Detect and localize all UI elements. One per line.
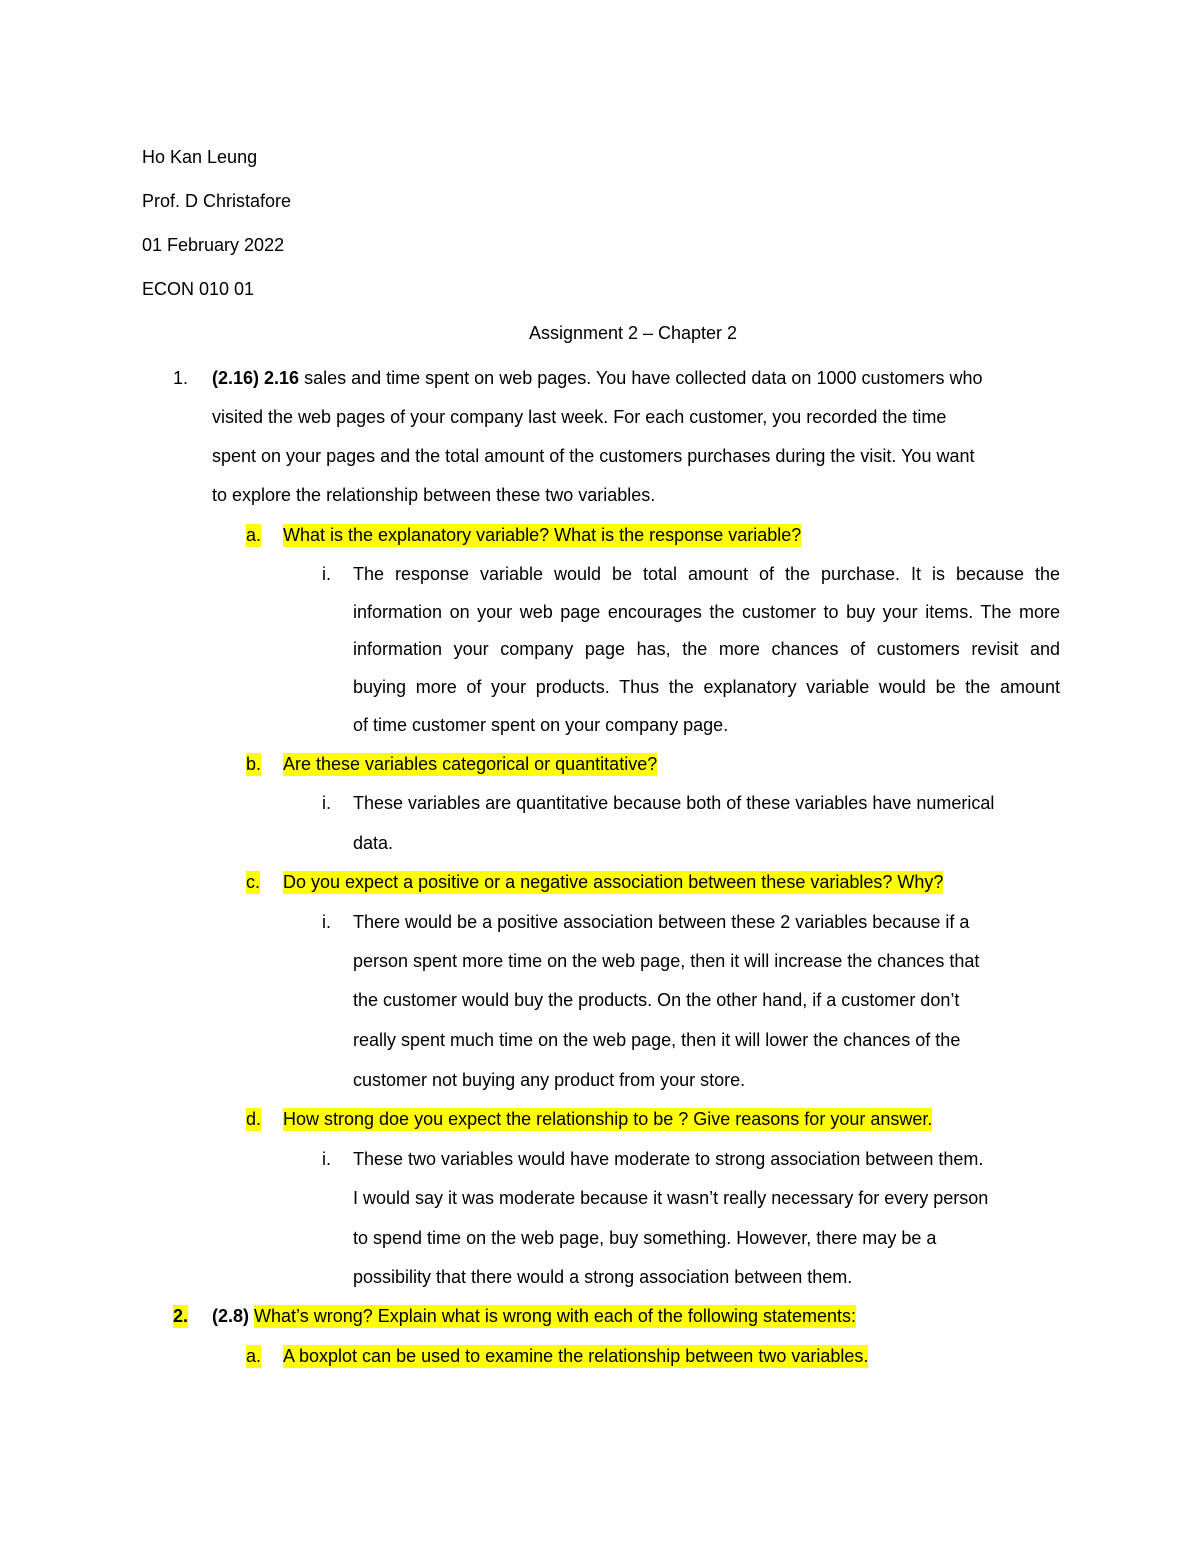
part-b-question: Are these variables categorical or quantitative? <box>283 754 658 774</box>
question-2-text: What’s wrong? Explain what is wrong with each of the following statements: <box>254 1306 857 1326</box>
part-a-letter: a. <box>246 525 262 545</box>
course-code: ECON 010 01 <box>142 279 255 299</box>
question-1-line-2: visited the web pages of your company last week. For each customer, you recorded the time <box>212 407 947 427</box>
question-1-line-1 <box>212 366 983 390</box>
part-c-question: Do you expect a positive or a negative association between these variables? Why? <box>283 872 944 892</box>
part-d-answer-line-2: I would say it was moderate because it wasn’t really necessary for every person <box>353 1188 989 1208</box>
question-1-prefix: (2.16) 2.16 <box>212 368 300 388</box>
question-2-prefix: (2.8) <box>212 1306 250 1326</box>
question-1-line-3: spent on your pages and the total amount of the customers purchases during the visit. You want <box>212 446 975 466</box>
part-a-answer-line-5: of time customer spent on your company page. <box>353 715 729 735</box>
student-name: Ho Kan Leung <box>142 147 258 167</box>
part-d-answer-line-4: possibility that there would a strong association between them. <box>353 1267 853 1287</box>
question-2-number: 2. <box>173 1306 189 1326</box>
part-c-answer-line-3: the customer would buy the products. On the other hand, if a customer don’t <box>353 990 960 1010</box>
part-c-letter: c. <box>246 872 261 892</box>
part-c-answer-line-2: person spent more time on the web page, then it will increase the chances that <box>353 951 980 971</box>
part-d-letter: d. <box>246 1109 262 1129</box>
part-c-answer-line-1: There would be a positive association between these 2 variables because if a <box>353 912 970 932</box>
question-2-part-a-question: A boxplot can be used to examine the relationship between two variables. <box>283 1346 869 1366</box>
question-1-number: 1. <box>173 368 189 388</box>
part-a-answer-line-2: information on your web page encourages the customer to buy your items. The more <box>353 602 1060 622</box>
part-a-answer-line-4: buying more of your products. Thus the explanatory variable would be the amount <box>353 677 1060 697</box>
question-2-line-1 <box>212 1304 856 1328</box>
part-a-answer-line-1: The response variable would be total amount of the purchase. It is because the <box>353 564 1060 584</box>
part-d-answer-line-1: These two variables would have moderate to strong association between them. <box>353 1149 984 1169</box>
part-b-answer-numeral: i. <box>322 793 331 813</box>
part-c-answer-line-5: customer not buying any product from your store. <box>353 1070 746 1090</box>
part-b-answer-line-2: data. <box>353 833 394 853</box>
question-2-part-a-letter: a. <box>246 1346 262 1366</box>
part-a-answer-numeral: i. <box>322 564 331 584</box>
submission-date: 01 February 2022 <box>142 235 285 255</box>
part-d-question: How strong doe you expect the relationship to be ? Give reasons for your answer. <box>283 1109 933 1129</box>
part-a-answer-line-3: information your company page has, the more chances of customers revisit and <box>353 639 1060 659</box>
part-b-answer-line-1: These variables are quantitative because both of these variables have numerical <box>353 793 995 813</box>
part-a-question: What is the explanatory variable? What is the response variable? <box>283 525 802 545</box>
part-c-answer-line-4: really spent much time on the web page, then it will lower the chances of the <box>353 1030 961 1050</box>
part-c-answer-numeral: i. <box>322 912 331 932</box>
question-1-text: sales and time spent on web pages. You have collected data on 1000 customers who <box>304 368 983 388</box>
part-b-letter: b. <box>246 754 262 774</box>
professor-name: Prof. D Christafore <box>142 191 292 211</box>
part-d-answer-numeral: i. <box>322 1149 331 1169</box>
page-title: Assignment 2 – Chapter 2 <box>528 323 738 343</box>
question-1-line-4: to explore the relationship between these two variables. <box>212 485 656 505</box>
part-d-answer-line-3: to spend time on the web page, buy something. However, there may be a <box>353 1228 937 1248</box>
